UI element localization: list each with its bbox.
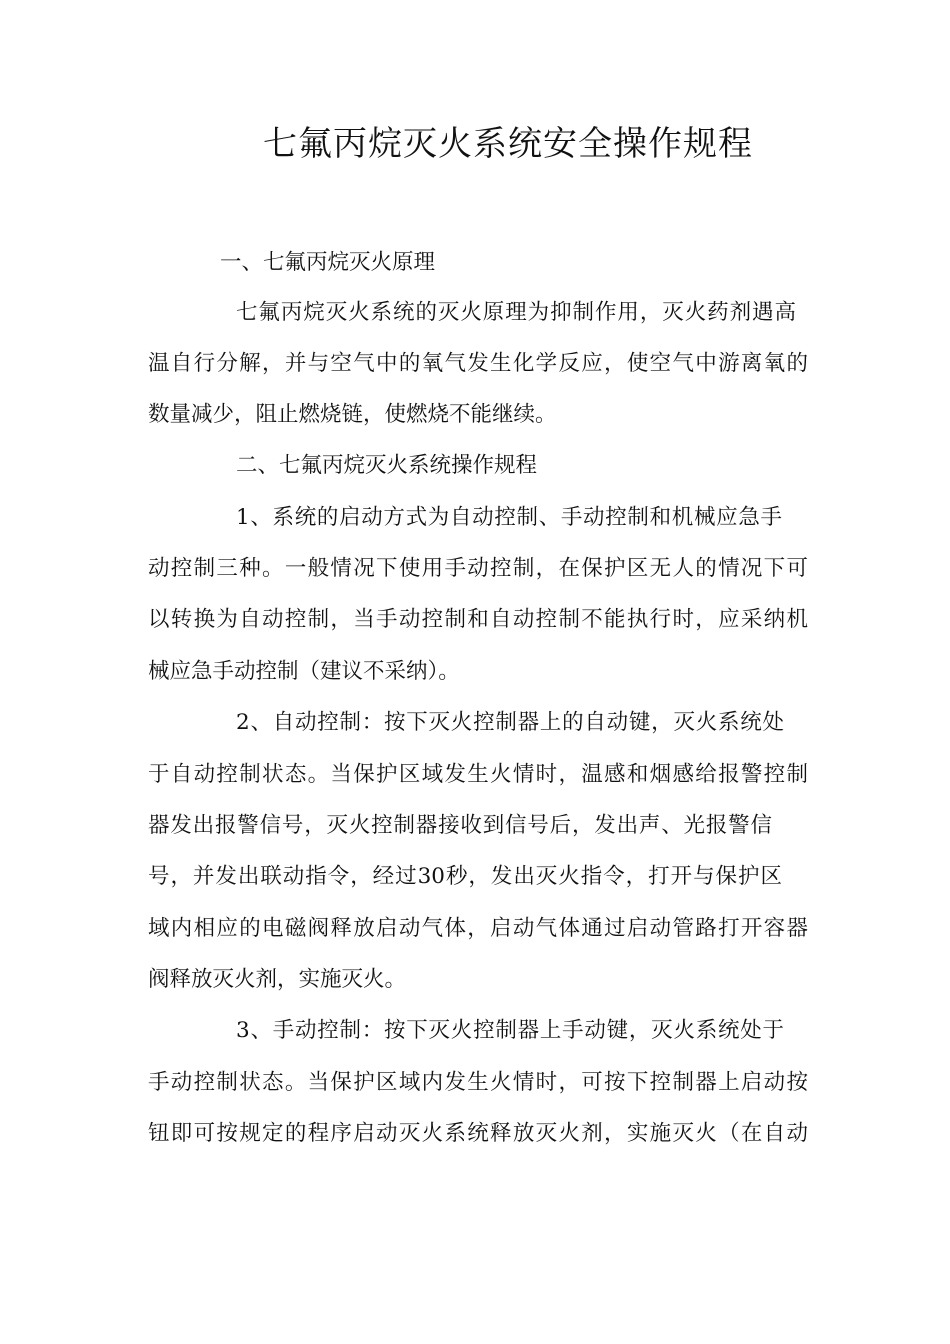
paragraph-line: 号，并发出联动指令，经过30秒，发出灭火指令，打开与保护区 [148,864,782,889]
paragraph-line: 七氟丙烷灭火系统的灭火原理为抑制作用，灭火药剂遇高 [236,300,796,325]
document-title: 七氟丙烷灭火系统安全操作规程 [263,124,753,164]
paragraph-line: 温自行分解，并与空气中的氧气发生化学反应，使空气中游离氧的 [148,351,808,376]
paragraph-line: 2、自动控制：按下灭火控制器上的自动键，灭火系统处 [236,710,784,735]
section-heading-1: 一、七氟丙烷灭火原理 [220,250,436,275]
paragraph-line: 手动控制状态。当保护区域内发生火情时，可按下控制器上启动按 [148,1070,808,1095]
paragraph-line: 动控制三种。一般情况下使用手动控制，在保护区无人的情况下可 [148,556,808,581]
paragraph-line: 阀释放灭火剂，实施灭火。 [148,967,407,992]
paragraph-line: 1、系统的启动方式为自动控制、手动控制和机械应急手 [236,505,782,530]
section-heading-2: 二、七氟丙烷灭火系统操作规程 [236,453,538,478]
paragraph-line: 钮即可按规定的程序启动灭火系统释放灭火剂，实施灭火（在自动 [148,1121,808,1146]
paragraph-line: 器发出报警信号，灭火控制器接收到信号后，发出声、光报警信 [148,813,772,838]
paragraph-line: 于自动控制状态。当保护区域发生火情时，温感和烟感给报警控制 [148,762,808,787]
paragraph-line: 域内相应的电磁阀释放启动气体，启动气体通过启动管路打开容器 [148,916,808,941]
paragraph-line: 以转换为自动控制，当手动控制和自动控制不能执行时，应采纳机 [148,607,808,632]
paragraph-line: 3、手动控制：按下灭火控制器上手动键，灭火系统处于 [236,1018,784,1043]
paragraph-line: 械应急手动控制（建议不采纳）。 [148,659,460,684]
paragraph-line: 数量减少，阻止燃烧链，使燃烧不能继续。 [148,402,557,427]
